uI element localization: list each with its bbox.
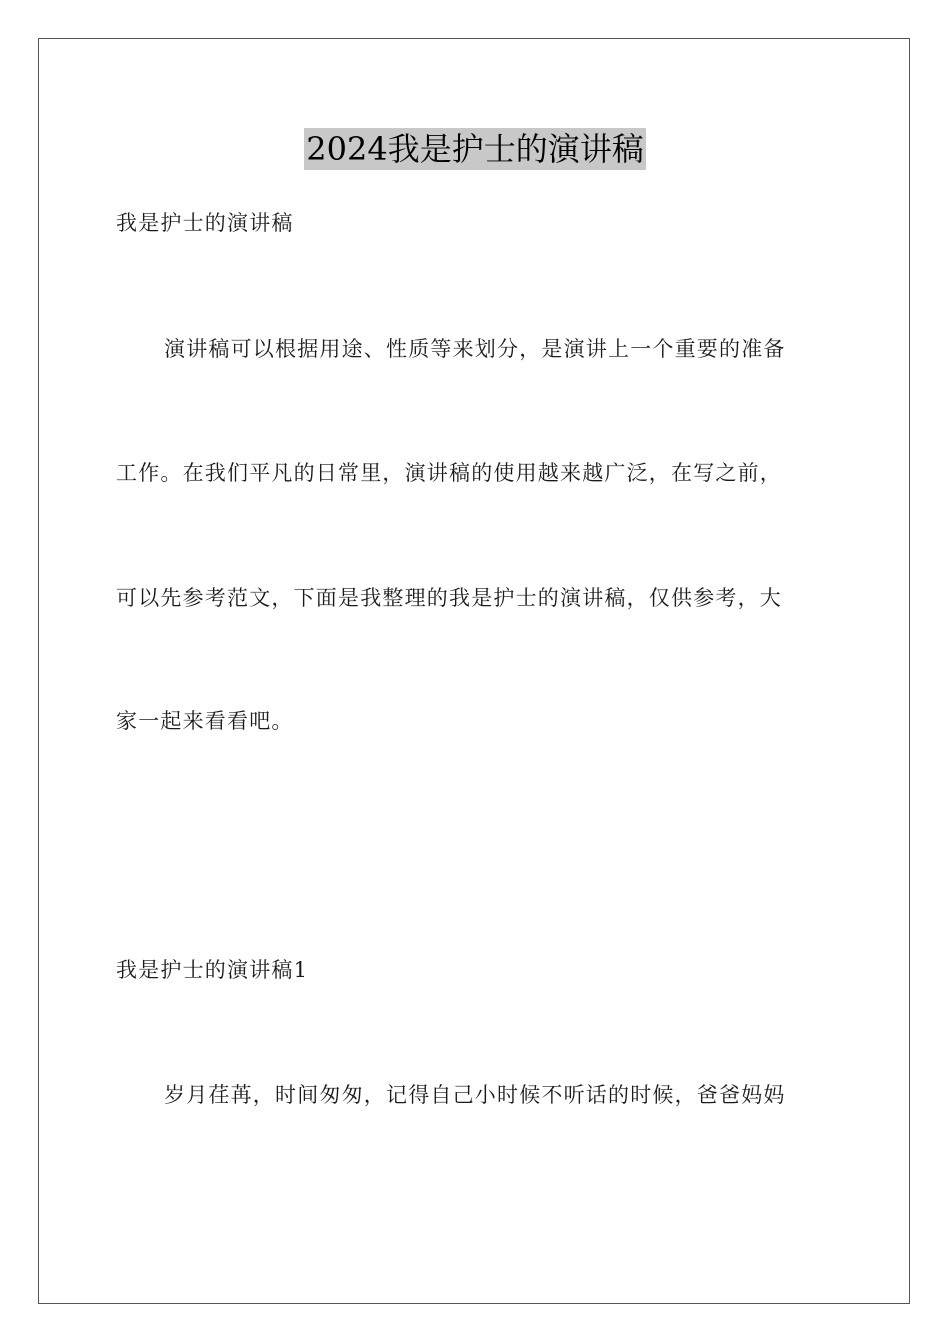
intro-line-2: 工作。在我们平凡的日常里，演讲稿的使用越来越广泛，在写之前，: [116, 461, 782, 485]
title-container: [0, 128, 950, 170]
intro-line-3: 可以先参考范文，下面是我整理的我是护士的演讲稿，仅供参考，大: [116, 586, 782, 610]
section-1-heading: 我是护士的演讲稿1: [116, 958, 309, 982]
intro-line-1: 演讲稿可以根据用途、性质等来划分，是演讲上一个重要的准备: [164, 337, 786, 361]
section-1-line-1: 岁月荏苒，时间匆匆，记得自己小时候不听话的时候，爸爸妈妈: [164, 1083, 786, 1107]
document-title: 2024我是护士的演讲稿: [306, 130, 644, 168]
document-subtitle: 我是护士的演讲稿: [116, 211, 294, 235]
intro-line-4: 家一起来看看吧。: [116, 709, 294, 733]
